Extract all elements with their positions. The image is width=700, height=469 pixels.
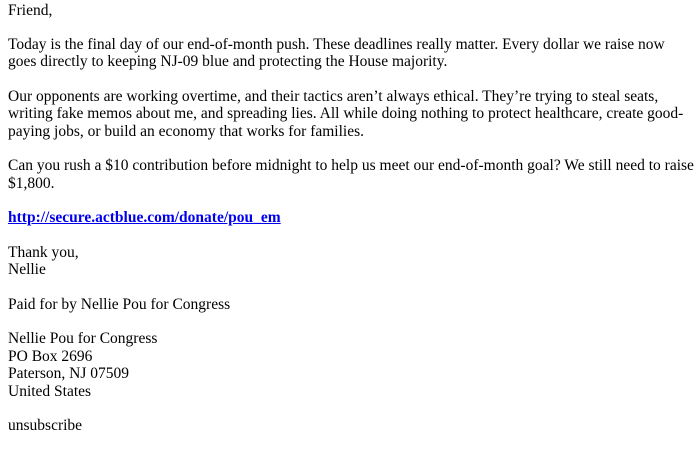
address-city-state-zip: Paterson, NJ 07509 xyxy=(8,365,129,382)
mailing-address xyxy=(8,330,694,400)
donate-link[interactable]: http://secure.actblue.com/donate/pou_em xyxy=(8,209,281,226)
paragraph-opponents: Our opponents are working overtime, and their tactics aren’t always ethical. They’re trying to steal seats, writing fake memos about me, and spreading lies. All while doing nothing to protect healthcare, create good-paying jobs, or build an economy that works for families. xyxy=(8,87,684,140)
paragraph-ask: Can you rush a $10 contribution before midnight to help us meet our end-of-month goal? We still need to raise $1,800. xyxy=(8,157,694,192)
address-country: United States xyxy=(8,382,92,400)
address-org: Nellie Pou for Congress xyxy=(8,330,158,347)
paid-for-disclaimer: Paid for by Nellie Pou for Congress xyxy=(8,295,231,313)
unsubscribe-link[interactable]: unsubscribe xyxy=(8,417,83,434)
unsubscribe-container xyxy=(8,417,694,435)
greeting: Friend, xyxy=(8,2,53,19)
paragraph-deadline: Today is the final day of our end-of-month push. These deadlines really matter. Every dollar we raise now goes directly to keeping NJ-09 blue and protecting the House majority. xyxy=(8,35,665,70)
signoff xyxy=(8,244,694,279)
address-po-box: PO Box 2696 xyxy=(8,347,93,365)
donate-link-container xyxy=(8,209,694,227)
signoff-name: Nellie xyxy=(8,261,46,278)
signoff-closing: Thank you, xyxy=(8,243,79,261)
